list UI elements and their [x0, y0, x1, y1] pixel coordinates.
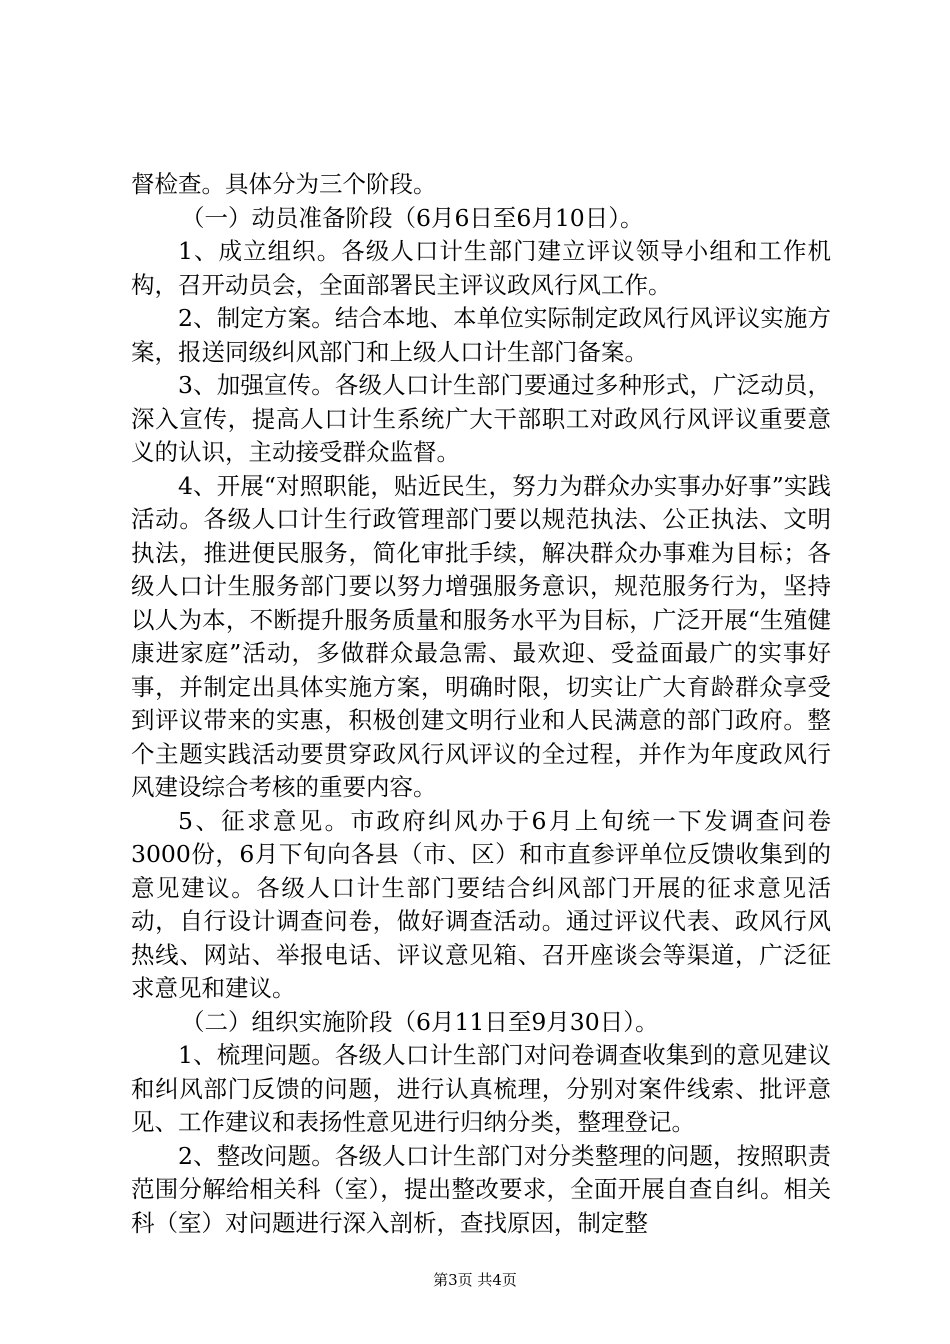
paragraph-item-2: 2、制定方案。结合本地、本单位实际制定政风行风评议实施方案，报送同级纠风部门和上级人口计生部门备案。: [131, 304, 831, 366]
section-heading-implementation: （二）组织实施阶段（6月11日至9月30日）。: [181, 1007, 659, 1036]
page-number: 第3页 共4页: [433, 1271, 517, 1289]
paragraph-item-5: 5、征求意见。市政府纠风办于6月上旬统一下发调查问卷3000份，6月下旬向各县（市、区）和市直参评单位反馈收集到的意见建议。各级人口计生部门要结合纠风部门开展的征求意见活动，自行设计调查问卷，做好调查活动。通过评议代表、政风行风热线、网站、举报电话、评议意见箱、召开座谈会等渠道，广泛征求意见和建议。: [131, 806, 831, 1002]
paragraph-item-1-sorting: 1、梳理问题。各级人口计生部门对问卷调查收集到的意见建议和纠风部门反馈的问题，进行认真梳理，分别对案件线索、批评意见、工作建议和表扬性意见进行归纳分类，整理登记。: [131, 1041, 831, 1136]
paragraph-item-1: 1、成立组织。各级人口计生部门建立评议领导小组和工作机构，召开动员会，全面部署民主评议政风行风工作。: [131, 237, 831, 299]
section-heading-mobilization: （一）动员准备阶段（6月6日至6月10日）。: [181, 203, 644, 232]
page-footer: [0, 1270, 950, 1290]
document-body: [131, 168, 831, 1240]
paragraph-item-4: 4、开展“对照职能，贴近民生，努力为群众办实事办好事”实践活动。各级人口计生行政管理部门要以规范执法、公正执法、文明执法，推进便民服务，简化审批手续，解决群众办事难为目标；各级人口计生服务部门要以努力增强服务意识，规范服务行为，坚持以人为本，不断提升服务质量和服务水平为目标，广泛开展“生殖健康进家庭”活动，多做群众最急需、最欢迎、受益面最广的实事好事，并制定出具体实施方案，明确时限，切实让广大育龄群众享受到评议带来的实惠，积极创建文明行业和人民满意的部门政府。整个主题实践活动要贯穿政风行风评议的全过程，并作为年度政风行风建设综合考核的重要内容。: [131, 471, 831, 801]
paragraph-item-3: 3、加强宣传。各级人口计生部门要通过多种形式，广泛动员，深入宣传，提高人口计生系统广大干部职工对政风行风评议重要意义的认识，主动接受群众监督。: [131, 371, 831, 466]
paragraph-continuation: 督检查。具体分为三个阶段。: [131, 170, 437, 198]
paragraph-item-2-rectification: 2、整改问题。各级人口计生部门对分类整理的问题，按照职责范围分解给相关科（室），提出整改要求，全面开展自查自纠。相关科（室）对问题进行深入剖析，查找原因，制定整: [131, 1141, 831, 1237]
